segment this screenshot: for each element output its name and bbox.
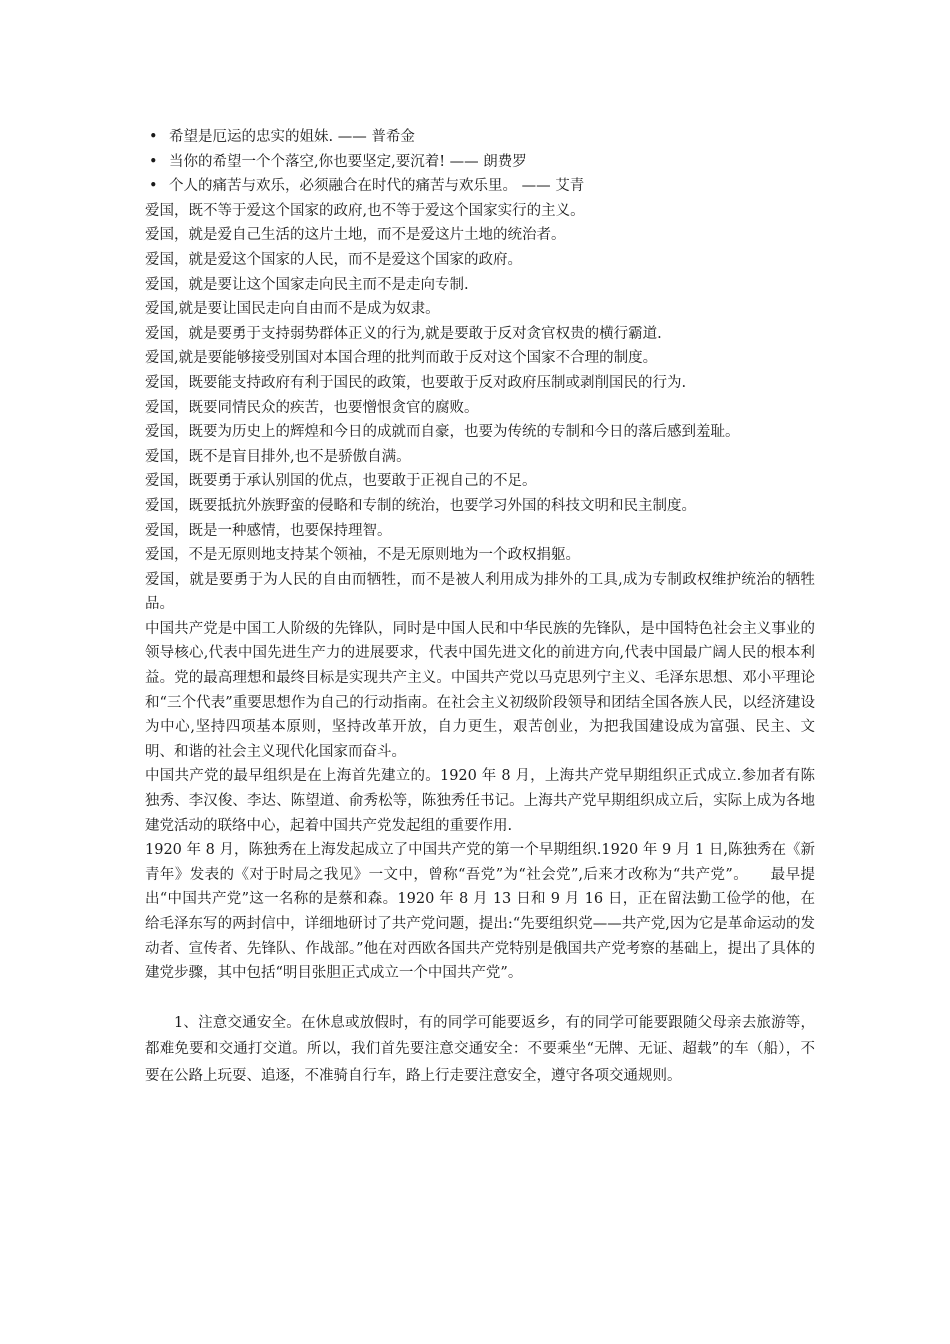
bullet-icon: • xyxy=(149,178,158,195)
bullet-icon: • xyxy=(149,153,158,170)
quote-item xyxy=(145,150,815,175)
quote-item xyxy=(145,174,815,199)
patriotism-line: 爱国，就是要让这个国家走向民主而不是走向专制. xyxy=(145,276,469,293)
party-paragraph: 1920 年 8 月，陈独秀在上海发起成立了中国共产党的第一个早期组织.1920 年 9 月 1 日,陈独秀在《新青年》发表的《对于时局之我见》一文中，曾称“吾党”为“社会党”,后来才改称为“共产党”。 最早提出“中国共产党”这一名称的是蔡和森。1920 年 8 月 13 日和 9 月 16 日，正在留法勤工俭学的他，在给毛泽东写的两封信中，详细地研讨了共产党问题，提出:“先要组织党——共产党,因为它是革命运动的发动者、宣传者、先锋队、作战部。”他在对西欧各国共产党特别是俄国共产党考察的基础上，提出了具体的建党步骤，其中包括“明目张胆正式成立一个中国共产党”。 xyxy=(145,842,815,982)
patriotism-section xyxy=(145,199,815,617)
quote-text: 希望是厄运的忠实的姐妹. —— 普希金 xyxy=(169,129,415,145)
patriotism-line: 爱国,就是要能够接受别国对本国合理的批判而敢于反对这个国家不合理的制度。 xyxy=(145,350,658,367)
patriotism-line: 爱国，就是要勇于支持弱势群体正义的行为,就是要敢于反对贪官权贵的横行霸道. xyxy=(145,325,662,342)
patriotism-line: 爱国，既不等于爱这个国家的政府,也不等于爱这个国家实行的主义。 xyxy=(145,202,585,219)
patriotism-line: 爱国,就是要让国民走向自由而不是成为奴隶。 xyxy=(145,301,440,318)
party-section xyxy=(145,617,815,986)
quote-text: 当你的希望一个个落空,你也要坚定,要沉着! —— 朗费罗 xyxy=(169,153,527,170)
document-body xyxy=(145,125,815,1089)
patriotism-line: 爱国，就是要勇于为人民的自由而牺牲，而不是被人利用成为排外的工具,成为专制政权维护统治的牺牲品。 xyxy=(145,571,815,613)
patriotism-line: 爱国，既不是盲目排外,也不是骄傲自满。 xyxy=(145,448,411,465)
patriotism-line: 爱国，既要为历史上的辉煌和今日的成就而自豪，也要为传统的专制和今日的落后感到羞耻。 xyxy=(145,424,740,441)
patriotism-line: 爱国，就是爱这个国家的人民，而不是爱这个国家的政府。 xyxy=(145,251,522,268)
patriotism-line: 爱国，既要抵抗外族野蛮的侵略和专制的统治，也要学习外国的科技文明和民主制度。 xyxy=(145,497,696,514)
patriotism-line: 爱国，就是爱自己生活的这片土地，而不是爱这片土地的统治者。 xyxy=(145,227,566,244)
patriotism-line: 爱国，既要勇于承认别国的优点，也要敢于正视自己的不足。 xyxy=(145,473,537,490)
quote-text: 个人的痛苦与欢乐，必须融合在时代的痛苦与欢乐里。 —— 艾青 xyxy=(169,178,585,195)
quote-list xyxy=(145,125,815,199)
patriotism-line: 爱国，既要能支持政府有利于国民的政策，也要敢于反对政府压制或剥削国民的行为. xyxy=(145,374,687,391)
bullet-icon: • xyxy=(149,129,158,145)
safety-paragraph: 1、注意交通安全。在休息或放假时，有的同学可能要返乡，有的同学可能要跟随父母亲去旅游等，都难免要和交通打交道。所以，我们首先要注意交通安全：不要乘坐“无牌、无证、超载”的车（船），不要在公路上玩耍、追逐，不准骑自行车，路上行走要注意安全，遵守各项交通规则。 xyxy=(145,1014,815,1084)
party-paragraph: 中国共产党的最早组织是在上海首先建立的。1920 年 8 月，上海共产党早期组织正式成立.参加者有陈独秀、李汉俊、李达、陈望道、俞秀松等，陈独秀任书记。上海共产党早期组织成立后，实际上成为各地建党活动的联络中心，起着中国共产党发起组的重要作用. xyxy=(145,768,815,834)
patriotism-line: 爱国，既要同情民众的疾苦，也要憎恨贪官的腐败。 xyxy=(145,399,479,416)
patriotism-line: 爱国，不是无原则地支持某个领袖，不是无原则地为一个政权捐躯。 xyxy=(145,547,580,564)
section-spacer xyxy=(145,986,815,1010)
patriotism-line: 爱国，既是一种感情，也要保持理智。 xyxy=(145,522,392,539)
party-paragraph: 中国共产党是中国工人阶级的先锋队，同时是中国人民和中华民族的先锋队，是中国特色社会主义事业的领导核心,代表中国先进生产力的进展要求，代表中国先进文化的前进方向,代表中国最广阔人民的根本利益。党的最高理想和最终目标是实现共产主义。中国共产党以马克思列宁主义、毛泽东思想、邓小平理论和“三个代表”重要思想作为自己的行动指南。在社会主义初级阶段领导和团结全国各族人民，以经济建设为中心,坚持四项基本原则，坚持改革开放，自力更生，艰苦创业，为把我国建设成为富强、民主、文明、和谐的社会主义现代化国家而奋斗。 xyxy=(145,620,815,760)
quote-item xyxy=(145,125,815,150)
